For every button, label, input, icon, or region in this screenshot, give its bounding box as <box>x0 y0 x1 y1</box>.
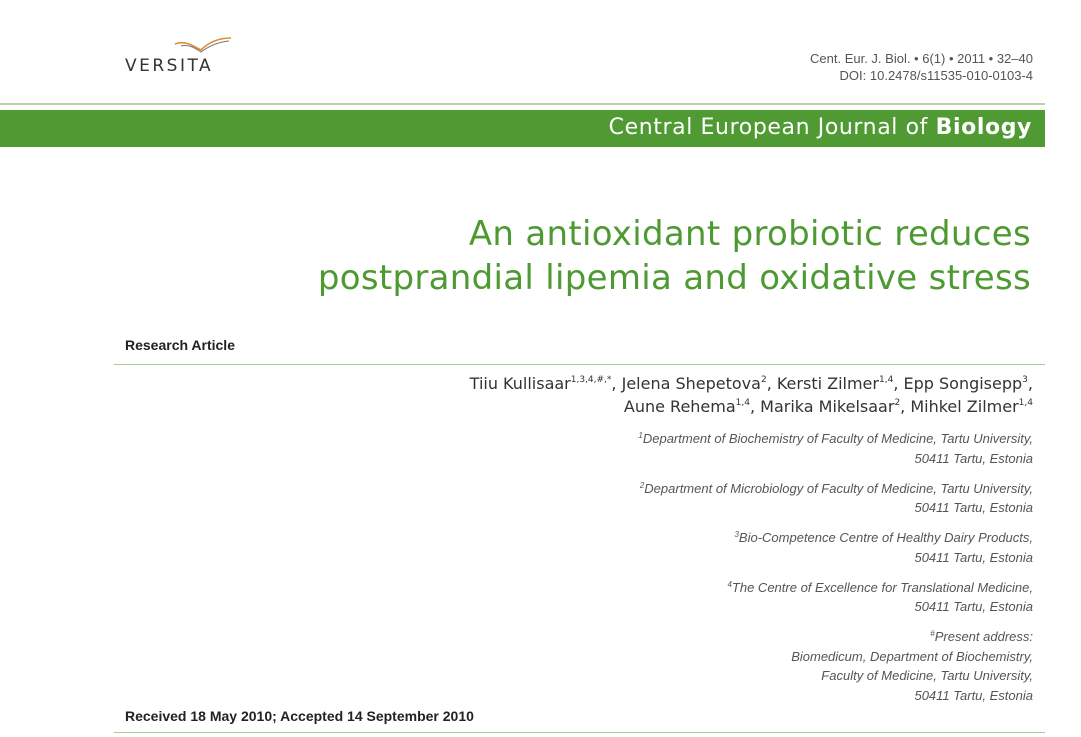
author-separator: , <box>1027 374 1033 393</box>
author-affil-mark: 1,4 <box>878 375 894 385</box>
author-name: Mihkel Zilmer <box>910 397 1019 416</box>
affiliation-mark: 3 <box>734 530 739 539</box>
author-line <box>470 395 1033 418</box>
citation-info <box>810 50 1033 84</box>
journal-subject: Biology <box>935 115 1032 140</box>
article-title <box>318 212 1031 300</box>
author-affil-mark: 1,3,4,#,* <box>570 375 612 385</box>
publisher-logo <box>125 36 235 80</box>
divider <box>114 364 1045 365</box>
affiliation-mark: # <box>930 629 935 638</box>
author-separator: , <box>750 397 761 416</box>
doi-line: DOI: 10.2478/s11535-010-0103-4 <box>839 68 1033 83</box>
affiliation-mark: 2 <box>639 480 645 490</box>
affiliation-line <box>638 578 1033 598</box>
logo-text: VERSITA <box>125 56 214 76</box>
affiliation-text: The Centre of Excellence for Translational Medicine, <box>731 579 1033 595</box>
journal-name <box>609 115 1032 140</box>
bird-swoosh-icon <box>173 36 233 56</box>
affiliation-line: 50411 Tartu, Estonia <box>914 549 1033 565</box>
author-name: Jelena Shepetova <box>621 374 761 393</box>
received-dates: Received 18 May 2010; Accepted 14 September 2010 <box>125 708 474 724</box>
affiliation-text: Department of Biochemistry of Faculty of Medicine, Tartu University, <box>642 431 1033 446</box>
author-line <box>470 372 1033 395</box>
affiliation <box>638 429 1033 468</box>
affiliation-text: Present address: <box>934 629 1033 644</box>
journal-banner <box>0 110 1045 147</box>
author-affil-mark: 3 <box>1022 375 1028 385</box>
affiliation <box>638 578 1033 617</box>
affiliation-mark: 1 <box>638 431 643 440</box>
author-name: Epp Songisepp <box>903 374 1023 393</box>
affiliation-line <box>638 479 1033 499</box>
title-line: postprandial lipemia and oxidative stress <box>317 258 1031 298</box>
affiliation-list <box>638 429 1033 716</box>
affiliation-line <box>638 429 1033 449</box>
author-name: Aune Rehema <box>623 397 736 416</box>
affiliation-line <box>638 528 1033 548</box>
affiliation-line: 50411 Tartu, Estonia <box>914 450 1033 466</box>
author-affil-mark: 1,4 <box>735 398 750 408</box>
author-separator: , <box>893 374 904 393</box>
affiliation <box>638 528 1033 567</box>
affiliation-line: 50411 Tartu, Estonia <box>914 687 1033 703</box>
affiliation-mark: 4 <box>727 579 732 589</box>
author-list <box>470 372 1033 418</box>
citation-line: Cent. Eur. J. Biol. • 6(1) • 2011 • 32–40 <box>810 51 1033 66</box>
affiliation-text: Bio-Competence Centre of Healthy Dairy Products, <box>738 530 1033 545</box>
affiliation <box>638 627 1033 705</box>
affiliation-line: 50411 Tartu, Estonia <box>914 500 1033 515</box>
affiliation-line: Biomedicum, Department of Biochemistry, <box>791 648 1033 664</box>
article-type: Research Article <box>125 337 235 353</box>
author-name: Tiiu Kullisaar <box>469 374 571 393</box>
divider <box>114 732 1045 733</box>
affiliation-text: Department of Microbiology of Faculty of Medicine, Tartu University, <box>644 480 1033 496</box>
affiliation <box>638 479 1033 518</box>
author-separator: , <box>766 374 777 393</box>
author-affil-mark: 1,4 <box>1018 398 1033 408</box>
author-name: Marika Mikelsaar <box>760 397 895 416</box>
affiliation-line: Faculty of Medicine, Tartu University, <box>821 668 1033 683</box>
author-affil-mark: 2 <box>894 398 901 408</box>
journal-prefix: Central European Journal of <box>608 115 936 140</box>
title-line: An antioxidant probiotic reduces <box>468 214 1031 254</box>
divider <box>0 103 1045 105</box>
author-separator: , <box>611 374 622 393</box>
author-separator: , <box>900 397 911 416</box>
affiliation-line: 50411 Tartu, Estonia <box>914 599 1033 614</box>
author-name: Kersti Zilmer <box>776 374 879 393</box>
affiliation-line <box>638 627 1033 647</box>
author-affil-mark: 2 <box>760 375 767 385</box>
